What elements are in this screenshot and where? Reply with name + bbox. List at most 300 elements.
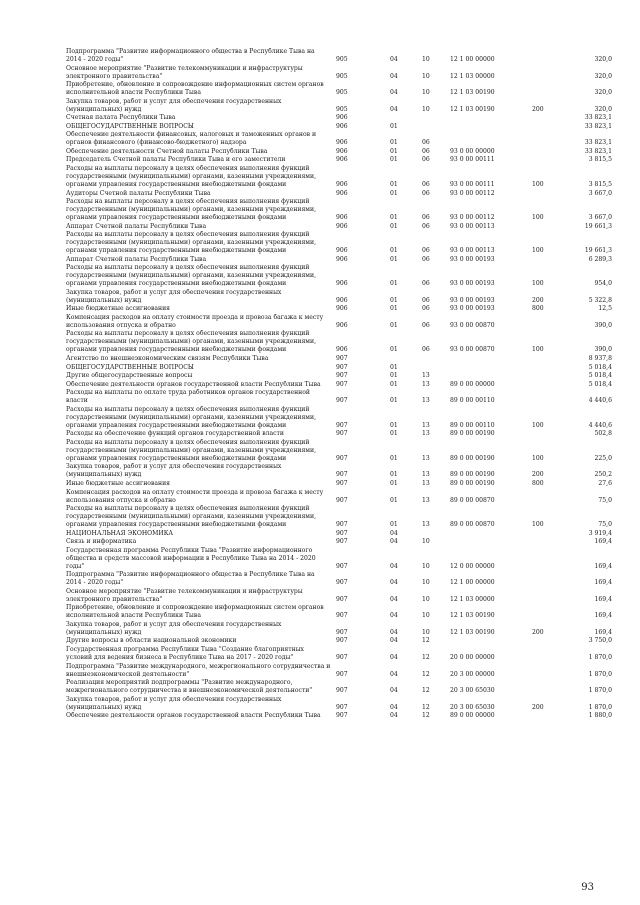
ministry-code: 906 bbox=[336, 114, 348, 122]
target-article-code: 20 3 00 65030 bbox=[450, 703, 495, 711]
target-article-code: 12 1 03 00000 bbox=[450, 595, 495, 603]
amount: 33 823,1 bbox=[584, 122, 612, 130]
section-code: 04 bbox=[390, 538, 398, 546]
table-row bbox=[0, 430, 640, 438]
subsection-code: 06 bbox=[422, 247, 430, 255]
ministry-code: 907 bbox=[336, 562, 348, 570]
table-row bbox=[0, 637, 640, 645]
target-article-code: 93 0 00 00193 bbox=[450, 296, 495, 304]
target-article-code: 93 0 00 00193 bbox=[450, 255, 495, 263]
row-name bbox=[66, 65, 332, 81]
subsection-code: 06 bbox=[422, 255, 430, 263]
ministry-code: 907 bbox=[336, 363, 348, 371]
section-code: 01 bbox=[390, 214, 398, 222]
ministry-code: 907 bbox=[336, 529, 348, 537]
table-row bbox=[0, 505, 640, 529]
target-article-code: 20 0 00 00000 bbox=[450, 654, 495, 661]
expense-type-code: 200 bbox=[532, 628, 544, 636]
target-article-code: 12 1 00 00000 bbox=[450, 56, 495, 63]
row-name bbox=[66, 123, 332, 131]
row-name bbox=[66, 98, 332, 114]
row-name bbox=[66, 571, 332, 587]
section-code: 04 bbox=[390, 637, 398, 645]
amount: 169,4 bbox=[594, 579, 612, 587]
section-code: 04 bbox=[390, 529, 398, 537]
row-name-line: Расходы на выплаты персоналу в целях обеспечения выполнения функций bbox=[66, 198, 310, 206]
row-name-line: Расходы на выплаты персоналу в целях обеспечения выполнения функций bbox=[66, 330, 310, 338]
amount: 225,0 bbox=[594, 454, 612, 462]
row-name-line: Приобретение, обновление и сопровождение информационных систем органов bbox=[66, 81, 324, 89]
section-code: 01 bbox=[390, 122, 398, 130]
amount: 502,8 bbox=[594, 430, 612, 438]
amount: 3 815,5 bbox=[588, 180, 612, 188]
row-name-line: органами управления государственными внебюджетными фондами bbox=[66, 247, 287, 255]
subsection-code: 12 bbox=[422, 637, 430, 645]
amount: 33 823,1 bbox=[584, 139, 612, 147]
row-name-line: Расходы на выплаты персоналу в целях обеспечения выполнения функций bbox=[66, 405, 310, 413]
row-name-line: использования отпуска и обратно bbox=[66, 496, 176, 504]
target-article-code: 93 0 00 00870 bbox=[450, 321, 495, 329]
row-name bbox=[66, 156, 332, 164]
section-code: 01 bbox=[390, 397, 398, 405]
ministry-code: 905 bbox=[336, 89, 348, 97]
row-name bbox=[66, 165, 332, 189]
target-article-code: 12 1 00 00000 bbox=[450, 579, 495, 587]
amount: 3 667,0 bbox=[588, 214, 612, 222]
ministry-code: 907 bbox=[336, 454, 348, 462]
row-name bbox=[66, 430, 332, 438]
subsection-code: 13 bbox=[422, 397, 430, 405]
amount: 33 823,1 bbox=[584, 147, 612, 155]
section-code: 04 bbox=[390, 56, 398, 63]
amount: 169,4 bbox=[594, 562, 612, 570]
table-row bbox=[0, 256, 640, 264]
ministry-code: 907 bbox=[336, 703, 348, 711]
target-article-code: 89 0 00 00190 bbox=[450, 471, 495, 479]
row-name-line: Расходы на обеспечение функций органов государственной власти bbox=[66, 430, 284, 438]
row-name-line: Закупка товаров, работ и услуг для обеспечения государственных bbox=[66, 463, 282, 471]
target-article-code: 93 0 00 00000 bbox=[450, 147, 495, 155]
row-name-line: исполнительной власти Республики Тыва bbox=[66, 612, 201, 620]
ministry-code: 906 bbox=[336, 222, 348, 230]
target-article-code: 93 0 00 00112 bbox=[450, 214, 495, 222]
subsection-code: 13 bbox=[422, 380, 430, 388]
section-code: 01 bbox=[390, 471, 398, 479]
target-article-code: 89 0 00 00870 bbox=[450, 496, 495, 504]
amount: 320,0 bbox=[594, 72, 612, 80]
row-name-line: органами управления государственными внебюджетными фондами bbox=[66, 280, 287, 288]
ministry-code: 907 bbox=[336, 612, 348, 620]
amount: 6 289,3 bbox=[588, 255, 612, 263]
ministry-code: 906 bbox=[336, 247, 348, 255]
subsection-code: 06 bbox=[422, 180, 430, 188]
amount: 3 750,0 bbox=[588, 637, 612, 645]
ministry-code: 906 bbox=[336, 147, 348, 155]
row-name-line: 2014 - 2020 годы" bbox=[66, 579, 124, 587]
ministry-code: 906 bbox=[336, 305, 348, 313]
row-name-line: Реализация мероприятий подпрограммы "Развитие международного, bbox=[66, 679, 293, 687]
target-article-code: 93 0 00 00111 bbox=[450, 156, 495, 164]
section-code: 01 bbox=[390, 430, 398, 438]
row-name-line: Закупка товаров, работ и услуг для обеспечения государственных bbox=[66, 695, 282, 703]
row-name bbox=[66, 381, 332, 389]
amount: 3 667,0 bbox=[588, 189, 612, 197]
row-name-line: годы" bbox=[66, 562, 85, 570]
row-name bbox=[66, 389, 332, 405]
row-name bbox=[66, 223, 332, 231]
table-row bbox=[0, 289, 640, 305]
section-code: 01 bbox=[390, 454, 398, 462]
row-name bbox=[66, 355, 332, 363]
row-name-line: использования отпуска и обратно bbox=[66, 321, 176, 329]
amount: 3 815,5 bbox=[588, 156, 612, 164]
row-name-line: государственными (муниципальными) органами, казенными учреждениями, bbox=[66, 172, 317, 180]
row-name-line: Иные бюджетные ассигнования bbox=[66, 479, 171, 487]
section-code: 01 bbox=[390, 346, 398, 354]
amount: 4 440,6 bbox=[588, 421, 612, 429]
section-code: 01 bbox=[390, 280, 398, 288]
row-name-line: (муниципальных) нужд bbox=[66, 471, 142, 479]
row-name-line: Обеспечение деятельности органов государственной власти Республики Тыва bbox=[66, 712, 321, 720]
target-article-code: 89 0 00 00110 bbox=[450, 421, 495, 429]
ministry-code: 907 bbox=[336, 496, 348, 504]
expense-type-code: 100 bbox=[532, 180, 544, 188]
row-name-line: Агентство по внешнеэкономическим связям Республики Тыва bbox=[66, 355, 269, 362]
target-article-code: 89 0 00 00000 bbox=[450, 712, 495, 720]
table-row bbox=[0, 381, 640, 389]
row-name-line: Подпрограмма "Развитие международного, межрегионального сотрудничества и bbox=[66, 662, 331, 670]
row-name bbox=[66, 712, 332, 720]
ministry-code: 907 bbox=[336, 712, 348, 720]
section-code: 04 bbox=[390, 105, 398, 113]
amount: 320,0 bbox=[594, 105, 612, 113]
section-code: 01 bbox=[390, 255, 398, 263]
row-name-line: власти bbox=[66, 397, 88, 405]
subsection-code: 10 bbox=[422, 105, 430, 113]
section-code: 04 bbox=[390, 562, 398, 570]
target-article-code: 89 0 00 00110 bbox=[450, 397, 495, 405]
ministry-code: 907 bbox=[336, 579, 348, 587]
target-article-code: 89 0 00 00190 bbox=[450, 430, 495, 438]
ministry-code: 907 bbox=[336, 654, 348, 661]
amount: 5 018,4 bbox=[588, 363, 612, 371]
row-name-line: Государственная программа Республики Тыва "Развитие информационного bbox=[66, 546, 313, 554]
subsection-code: 06 bbox=[422, 189, 430, 197]
row-name-line: Расходы на выплаты персоналу в целях обеспечения выполнения функций bbox=[66, 264, 310, 272]
subsection-code: 06 bbox=[422, 222, 430, 230]
row-name-line: Счетная палата Республики Тыва bbox=[66, 114, 176, 122]
target-article-code: 89 0 00 00870 bbox=[450, 521, 495, 529]
row-name-line: Закупка товаров, работ и услуг для обеспечения государственных bbox=[66, 288, 282, 296]
target-article-code: 89 0 00 00190 bbox=[450, 479, 495, 487]
ministry-code: 907 bbox=[336, 538, 348, 546]
amount: 320,0 bbox=[594, 89, 612, 97]
ministry-code: 906 bbox=[336, 122, 348, 130]
expense-type-code: 100 bbox=[532, 454, 544, 462]
table-row bbox=[0, 223, 640, 231]
amount: 1 870,0 bbox=[588, 687, 612, 695]
row-name bbox=[66, 463, 332, 479]
row-name bbox=[66, 198, 332, 222]
target-article-code: 20 3 00 00000 bbox=[450, 670, 495, 678]
amount: 8 937,8 bbox=[588, 355, 612, 362]
table-row bbox=[0, 530, 640, 538]
amount: 1 870,0 bbox=[588, 703, 612, 711]
row-name bbox=[66, 364, 332, 372]
row-name bbox=[66, 148, 332, 156]
expense-type-code: 100 bbox=[532, 346, 544, 354]
table-row bbox=[0, 372, 640, 380]
row-name-line: Основное мероприятие "Развитие телекоммуникации и инфраструктуры bbox=[66, 64, 303, 72]
row-name bbox=[66, 256, 332, 264]
row-name-line: условий для ведения бизнеса в Республике Тыва на 2017 - 2020 годы" bbox=[66, 654, 294, 661]
expense-type-code: 800 bbox=[532, 305, 544, 313]
subsection-code: 10 bbox=[422, 628, 430, 636]
section-code: 04 bbox=[390, 89, 398, 97]
row-name-line: государственными (муниципальными) органами, казенными учреждениями, bbox=[66, 272, 317, 280]
row-name-line: общества и средств массовой информации в Республике Тыва на 2014 - 2020 bbox=[66, 554, 316, 562]
row-name bbox=[66, 264, 332, 288]
ministry-code: 907 bbox=[336, 687, 348, 695]
ministry-code: 907 bbox=[336, 479, 348, 487]
table-row bbox=[0, 65, 640, 81]
amount: 1 870,0 bbox=[588, 654, 612, 661]
row-name-line: Подпрограмма "Развитие информационного общества в Республике Тыва на bbox=[66, 48, 315, 55]
row-name-line: органами управления государственными внебюджетными фондами bbox=[66, 521, 287, 529]
table-row bbox=[0, 389, 640, 405]
row-name-line: 2014 - 2020 годы" bbox=[66, 56, 124, 63]
amount: 954,0 bbox=[594, 280, 612, 288]
row-name-line: НАЦИОНАЛЬНАЯ ЭКОНОМИКА bbox=[66, 529, 174, 537]
row-name-line: Закупка товаров, работ и услуг для обеспечения государственных bbox=[66, 97, 282, 105]
row-name bbox=[66, 588, 332, 604]
row-name bbox=[66, 289, 332, 305]
target-article-code: 12 1 03 00190 bbox=[450, 628, 495, 636]
section-code: 04 bbox=[390, 612, 398, 620]
subsection-code: 06 bbox=[422, 147, 430, 155]
target-article-code: 93 0 00 00193 bbox=[450, 305, 495, 313]
ministry-code: 907 bbox=[336, 380, 348, 388]
row-name-line: органов финансового (финансово-бюджетного) надзора bbox=[66, 139, 247, 147]
table-row bbox=[0, 314, 640, 330]
ministry-code: 907 bbox=[336, 372, 348, 380]
subsection-code: 10 bbox=[422, 56, 430, 63]
subsection-code: 06 bbox=[422, 296, 430, 304]
amount: 1 870,0 bbox=[588, 670, 612, 678]
subsection-code: 13 bbox=[422, 421, 430, 429]
section-code: 01 bbox=[390, 139, 398, 147]
section-code: 01 bbox=[390, 363, 398, 371]
row-name-line: Подпрограмма "Развитие информационного общества в Республике Тыва на bbox=[66, 571, 315, 579]
row-name-line: Государственная программа Республики Тыва "Создание благоприятных bbox=[66, 646, 304, 653]
section-code: 01 bbox=[390, 147, 398, 155]
row-name-line: Закупка товаров, работ и услуг для обеспечения государственных bbox=[66, 620, 282, 628]
target-article-code: 93 0 00 00111 bbox=[450, 180, 495, 188]
section-code: 01 bbox=[390, 496, 398, 504]
table-row bbox=[0, 406, 640, 430]
row-name-line: государственными (муниципальными) органами, казенными учреждениями, bbox=[66, 513, 317, 521]
expense-type-code: 200 bbox=[532, 296, 544, 304]
ministry-code: 907 bbox=[336, 521, 348, 529]
section-code: 04 bbox=[390, 654, 398, 661]
table-row bbox=[0, 131, 640, 147]
subsection-code: 13 bbox=[422, 521, 430, 529]
row-name-line: органами управления государственными внебюджетными фондами bbox=[66, 214, 287, 222]
expense-type-code: 100 bbox=[532, 214, 544, 222]
row-name-line: государственными (муниципальными) органами, казенными учреждениями, bbox=[66, 206, 317, 214]
row-name-line: (муниципальных) нужд bbox=[66, 628, 142, 636]
row-name-line: электронного правительства" bbox=[66, 595, 163, 603]
amount: 5 322,8 bbox=[588, 296, 612, 304]
row-name-line: Расходы на выплаты по оплате труда работников органов государственной bbox=[66, 389, 310, 397]
row-name bbox=[66, 81, 332, 97]
row-name-line: Расходы на выплаты персоналу в целях обеспечения выполнения функций bbox=[66, 438, 310, 446]
ministry-code: 906 bbox=[336, 180, 348, 188]
ministry-code: 907 bbox=[336, 471, 348, 479]
row-name-line: Расходы на выплаты персоналу в целях обеспечения выполнения функций bbox=[66, 505, 310, 513]
amount: 320,0 bbox=[594, 56, 612, 63]
row-name bbox=[66, 547, 332, 571]
table-row bbox=[0, 264, 640, 288]
amount: 75,0 bbox=[598, 521, 612, 529]
row-name bbox=[66, 480, 332, 488]
row-name-line: Аппарат Счетной палаты Республики Тыва bbox=[66, 222, 207, 230]
row-name bbox=[66, 621, 332, 637]
ministry-code: 906 bbox=[336, 280, 348, 288]
section-code: 01 bbox=[390, 372, 398, 380]
section-code: 01 bbox=[390, 380, 398, 388]
subsection-code: 12 bbox=[422, 670, 430, 678]
target-article-code: 93 0 00 00870 bbox=[450, 346, 495, 354]
ministry-code: 906 bbox=[336, 214, 348, 222]
row-name bbox=[66, 406, 332, 430]
row-name-line: Аудиторы Счетной палаты Республики Тыва bbox=[66, 189, 211, 197]
subsection-code: 10 bbox=[422, 72, 430, 80]
section-code: 01 bbox=[390, 421, 398, 429]
section-code: 01 bbox=[390, 247, 398, 255]
row-name-line: государственными (муниципальными) органами, казенными учреждениями, bbox=[66, 239, 317, 247]
section-code: 04 bbox=[390, 595, 398, 603]
section-code: 01 bbox=[390, 222, 398, 230]
row-name-line: внешнеэкономической деятельности" bbox=[66, 670, 190, 678]
amount: 12,5 bbox=[598, 305, 612, 313]
subsection-code: 06 bbox=[422, 156, 430, 164]
subsection-code: 13 bbox=[422, 471, 430, 479]
target-article-code: 20 3 00 65030 bbox=[450, 687, 495, 695]
amount: 4 440,6 bbox=[588, 397, 612, 405]
table-row bbox=[0, 538, 640, 546]
target-article-code: 89 0 00 00000 bbox=[450, 380, 495, 388]
table-row bbox=[0, 98, 640, 114]
section-code: 04 bbox=[390, 72, 398, 80]
row-name-line: органами управления государственными внебюджетными фондами bbox=[66, 421, 287, 429]
row-name-line: Компенсация расходов на оплату стоимости проезда и провоза багажа к месту bbox=[66, 488, 324, 496]
amount: 3 919,4 bbox=[588, 529, 612, 537]
amount: 169,4 bbox=[594, 538, 612, 546]
table-row bbox=[0, 646, 640, 662]
section-code: 01 bbox=[390, 156, 398, 164]
table-row bbox=[0, 480, 640, 488]
section-code: 04 bbox=[390, 670, 398, 678]
row-name bbox=[66, 372, 332, 380]
section-code: 01 bbox=[390, 521, 398, 529]
subsection-code: 10 bbox=[422, 579, 430, 587]
target-article-code: 93 0 00 00113 bbox=[450, 247, 495, 255]
table-row bbox=[0, 305, 640, 313]
amount: 5 018,4 bbox=[588, 380, 612, 388]
table-row bbox=[0, 439, 640, 463]
ministry-code: 906 bbox=[336, 156, 348, 164]
table-row bbox=[0, 123, 640, 131]
target-article-code: 12 0 00 00000 bbox=[450, 562, 495, 570]
row-name-line: (муниципальных) нужд bbox=[66, 296, 142, 304]
row-name bbox=[66, 439, 332, 463]
table-row bbox=[0, 156, 640, 164]
row-name-line: (муниципальных) нужд bbox=[66, 703, 142, 711]
row-name-line: государственными (муниципальными) органами, казенными учреждениями, bbox=[66, 413, 317, 421]
row-name bbox=[66, 646, 332, 662]
table-row bbox=[0, 190, 640, 198]
row-name bbox=[66, 696, 332, 712]
row-name-line: Председатель Счетной палаты Республики Тыва и его заместители bbox=[66, 156, 286, 164]
table-row bbox=[0, 588, 640, 604]
row-name bbox=[66, 314, 332, 330]
row-name-line: государственными (муниципальными) органами, казенными учреждениями, bbox=[66, 338, 317, 346]
table-row bbox=[0, 114, 640, 122]
ministry-code: 907 bbox=[336, 670, 348, 678]
target-article-code: 12 1 03 00190 bbox=[450, 89, 495, 97]
row-name-line: ОБЩЕГОСУДАРСТВЕННЫЕ ВОПРОСЫ bbox=[66, 363, 194, 371]
expense-type-code: 100 bbox=[532, 247, 544, 255]
ministry-code: 905 bbox=[336, 72, 348, 80]
amount: 390,0 bbox=[594, 321, 612, 329]
table-row bbox=[0, 165, 640, 189]
table-row bbox=[0, 621, 640, 637]
section-code: 01 bbox=[390, 180, 398, 188]
row-name-line: органами управления государственными внебюджетными фондами bbox=[66, 454, 287, 462]
table-row bbox=[0, 364, 640, 372]
amount: 250,2 bbox=[594, 471, 612, 479]
row-name-line: Основное мероприятие "Развитие телекоммуникации и инфраструктуры bbox=[66, 587, 303, 595]
ministry-code: 906 bbox=[336, 189, 348, 197]
subsection-code: 06 bbox=[422, 305, 430, 313]
expense-type-code: 100 bbox=[532, 280, 544, 288]
ministry-code: 906 bbox=[336, 139, 348, 147]
table-row bbox=[0, 81, 640, 97]
subsection-code: 06 bbox=[422, 214, 430, 222]
table-row bbox=[0, 463, 640, 479]
table-row bbox=[0, 712, 640, 720]
subsection-code: 10 bbox=[422, 89, 430, 97]
row-name-line: (муниципальных) нужд bbox=[66, 105, 142, 113]
row-name bbox=[66, 114, 332, 122]
subsection-code: 10 bbox=[422, 562, 430, 570]
row-name-line: Связь и информатика bbox=[66, 538, 137, 546]
subsection-code: 12 bbox=[422, 703, 430, 711]
row-name-line: межрегионального сотрудничества и внешнеэкономической деятельности" bbox=[66, 687, 313, 695]
section-code: 04 bbox=[390, 712, 398, 720]
row-name-line: органами управления государственными внебюджетными фондами bbox=[66, 346, 287, 354]
subsection-code: 13 bbox=[422, 496, 430, 504]
row-name-line: электронного правительства" bbox=[66, 72, 163, 80]
ministry-code: 905 bbox=[336, 56, 348, 63]
subsection-code: 06 bbox=[422, 346, 430, 354]
ministry-code: 907 bbox=[336, 397, 348, 405]
row-name-line: Другие вопросы в области национальной экономики bbox=[66, 637, 237, 645]
row-name bbox=[66, 637, 332, 645]
row-name-line: Иные бюджетные ассигнования bbox=[66, 305, 171, 313]
section-code: 04 bbox=[390, 687, 398, 695]
